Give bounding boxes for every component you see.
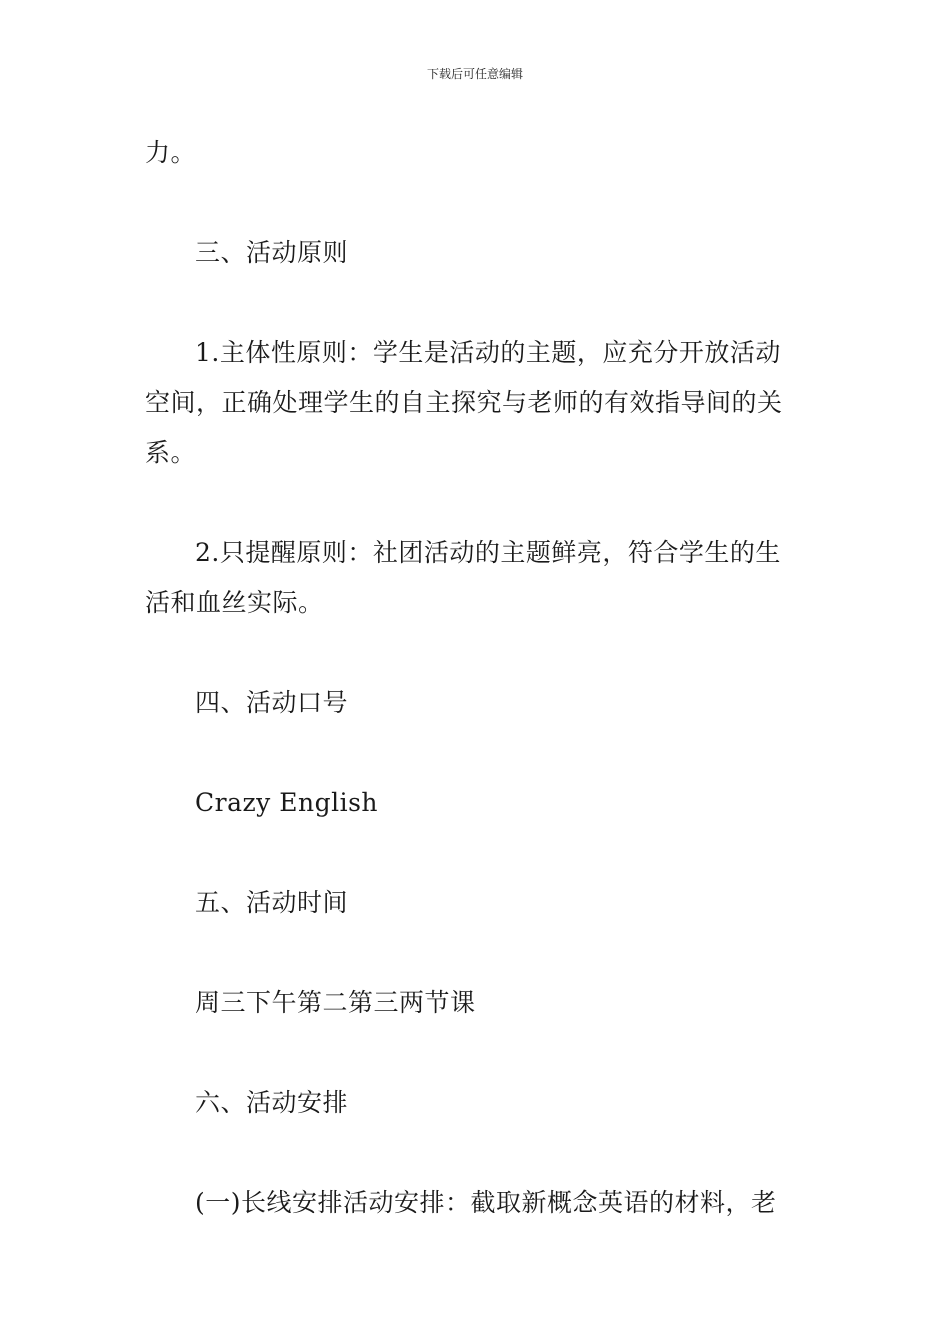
paragraph-spacer <box>145 178 810 228</box>
slogan-text: Crazy English <box>195 788 379 817</box>
paragraph-spacer <box>145 1128 810 1178</box>
paragraph-line: (一)长线安排活动安排：截取新概念英语的材料，老 <box>195 1188 777 1217</box>
paragraph-spacer <box>145 628 810 678</box>
paragraph-spacer <box>145 828 810 878</box>
section-heading-time: 五、活动时间 <box>195 888 349 917</box>
paragraph-spacer <box>145 1028 810 1078</box>
paragraph-line: 系。 <box>145 438 197 467</box>
paragraph-spacer <box>145 928 810 978</box>
document-body <box>145 128 810 1228</box>
paragraph-spacer <box>145 278 810 328</box>
paragraph-line: 活和血丝实际。 <box>145 588 324 617</box>
paragraph-line: 力。 <box>145 138 197 167</box>
page-header: 下载后可任意编辑 <box>426 67 523 81</box>
paragraph-line: 空间，正确处理学生的自主探究与老师的有效指导间的关 <box>145 388 783 417</box>
section-heading-arrangement: 六、活动安排 <box>195 1088 349 1117</box>
paragraph-line: 1.主体性原则：学生是活动的主题，应充分开放活动 <box>195 338 781 367</box>
paragraph-spacer <box>145 728 810 778</box>
section-heading-principles: 三、活动原则 <box>195 238 349 267</box>
paragraph-spacer <box>145 478 810 528</box>
paragraph-line: 2.只提醒原则：社团活动的主题鲜亮，符合学生的生 <box>195 538 781 567</box>
activity-time-text: 周三下午第二第三两节课 <box>195 988 476 1017</box>
section-heading-slogan: 四、活动口号 <box>195 688 349 717</box>
